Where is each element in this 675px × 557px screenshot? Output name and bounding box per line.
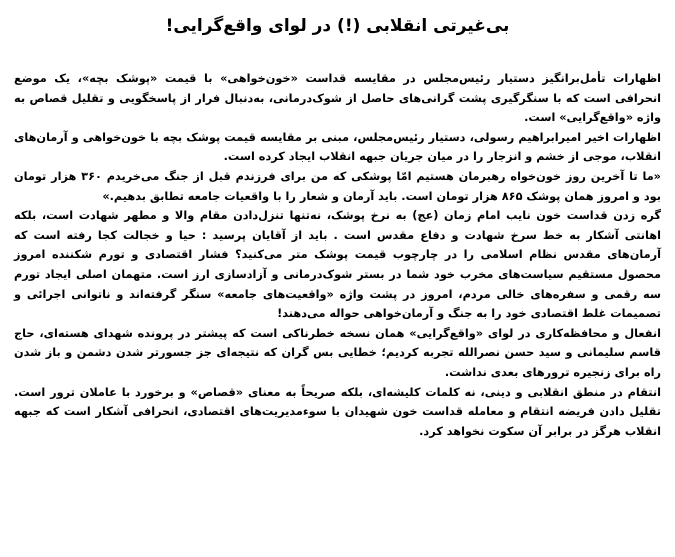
- paragraph-intro: اظهارات تأمل‌برانگیز دستیار رئیس‌مجلس در مقایسه قداست «خون‌خواهی» با قیمت «پوشک بچه»، یک موضع انحرافی است که با سنگرگیری پشت گرانی‌های حاصل از شوک‌درمانی، به‌دنبال فرار از پاسخگویی و تقلیل قصاص به واژه «واقع‌گرایی» است.: [14, 72, 661, 125]
- paragraph-critique: گره زدن قداست خون نایب امام زمان (عج) به نرخ پوشک، نه‌تنها تنزل‌دادن مقام والا و مطهر شهادت است، بلکه اهانتی آشکار به خط سرخ شهادت و دفاع مقدس است . باید از آقایان پرسید : حیا و خجالت کجا رفته است که آرمان‌های مقدس نظام اسلامی را در چارچوب قیمت پوشک متر می‌کنید؟ فشار اقتصادی و تورم شکننده امروز محصول مستقیم سیاست‌های مخرب خود شما در بستر شوک‌درمانی و آزادسازی ارز است. متهمان اصلی ایجاد تورم سه رقمی و سفره‌های خالی مردم، امروز در پشت واژه «واقعیت‌های جامعه» سنگر گرفته‌اند و ناتوانی اجرائی و تصمیمات غلط اقتصادی خود را به جنگ و آرمان‌خواهی حواله می‌دهند!: [14, 209, 661, 321]
- paragraph-quote: «ما تا آخرین روز خون‌خواه رهبرمان هستیم امّا پوشکی که من برای فرزندم قبل از جنگ می‌خریدم ۳۶۰ هزار تومان بود و امروز همان پوشک ۸۶۵ هزار تومان است. باید آرمان و شعار را با واقعیات جامعه تطابق بدهیم.»: [14, 169, 661, 203]
- paragraph-conclusion: انتقام در منطق انقلابی و دینی، نه کلمات کلیشه‌ای، بلکه صریحاً به معنای «قصاص» و برخورد با عاملان ترور است. تقلیل دادن فریضه انتقام و معامله قداست خون شهیدان با سوءمدیریت‌های اقتصادی، انحرافی آشکار است که جبهه انقلاب هرگز در برابر آن سکوت نخواهد کرد.: [14, 385, 661, 438]
- paragraph-context: اظهارات اخیر امیرابراهیم رسولی، دستیار رئیس‌مجلس، مبنی بر مقایسه قیمت پوشک بچه با خون‌خواهی و آرمان‌های انقلاب، موجی از خشم و انزجار را در میان جریان جبهه انقلاب ایجاد کرده است.: [14, 130, 661, 164]
- paragraph-history: انفعال و محافظه‌کاری در لوای «واقع‌گرایی» همان نسخه خطرناکی است که پیشتر در پرونده شهدای هسته‌ای، حاج قاسم سلیمانی و سید حسن نصرالله تجربه کردیم؛ خطایی بس گران که نتیجه‌ای جز جسورتر شدن دشمن و باز شدن راه برای زنجیره ترورهای بعدی نداشت.: [14, 326, 661, 379]
- article-body: [14, 69, 661, 441]
- article-title: بی‌غیرتی انقلابی (!) در لوای واقع‌گرایی!: [165, 16, 510, 36]
